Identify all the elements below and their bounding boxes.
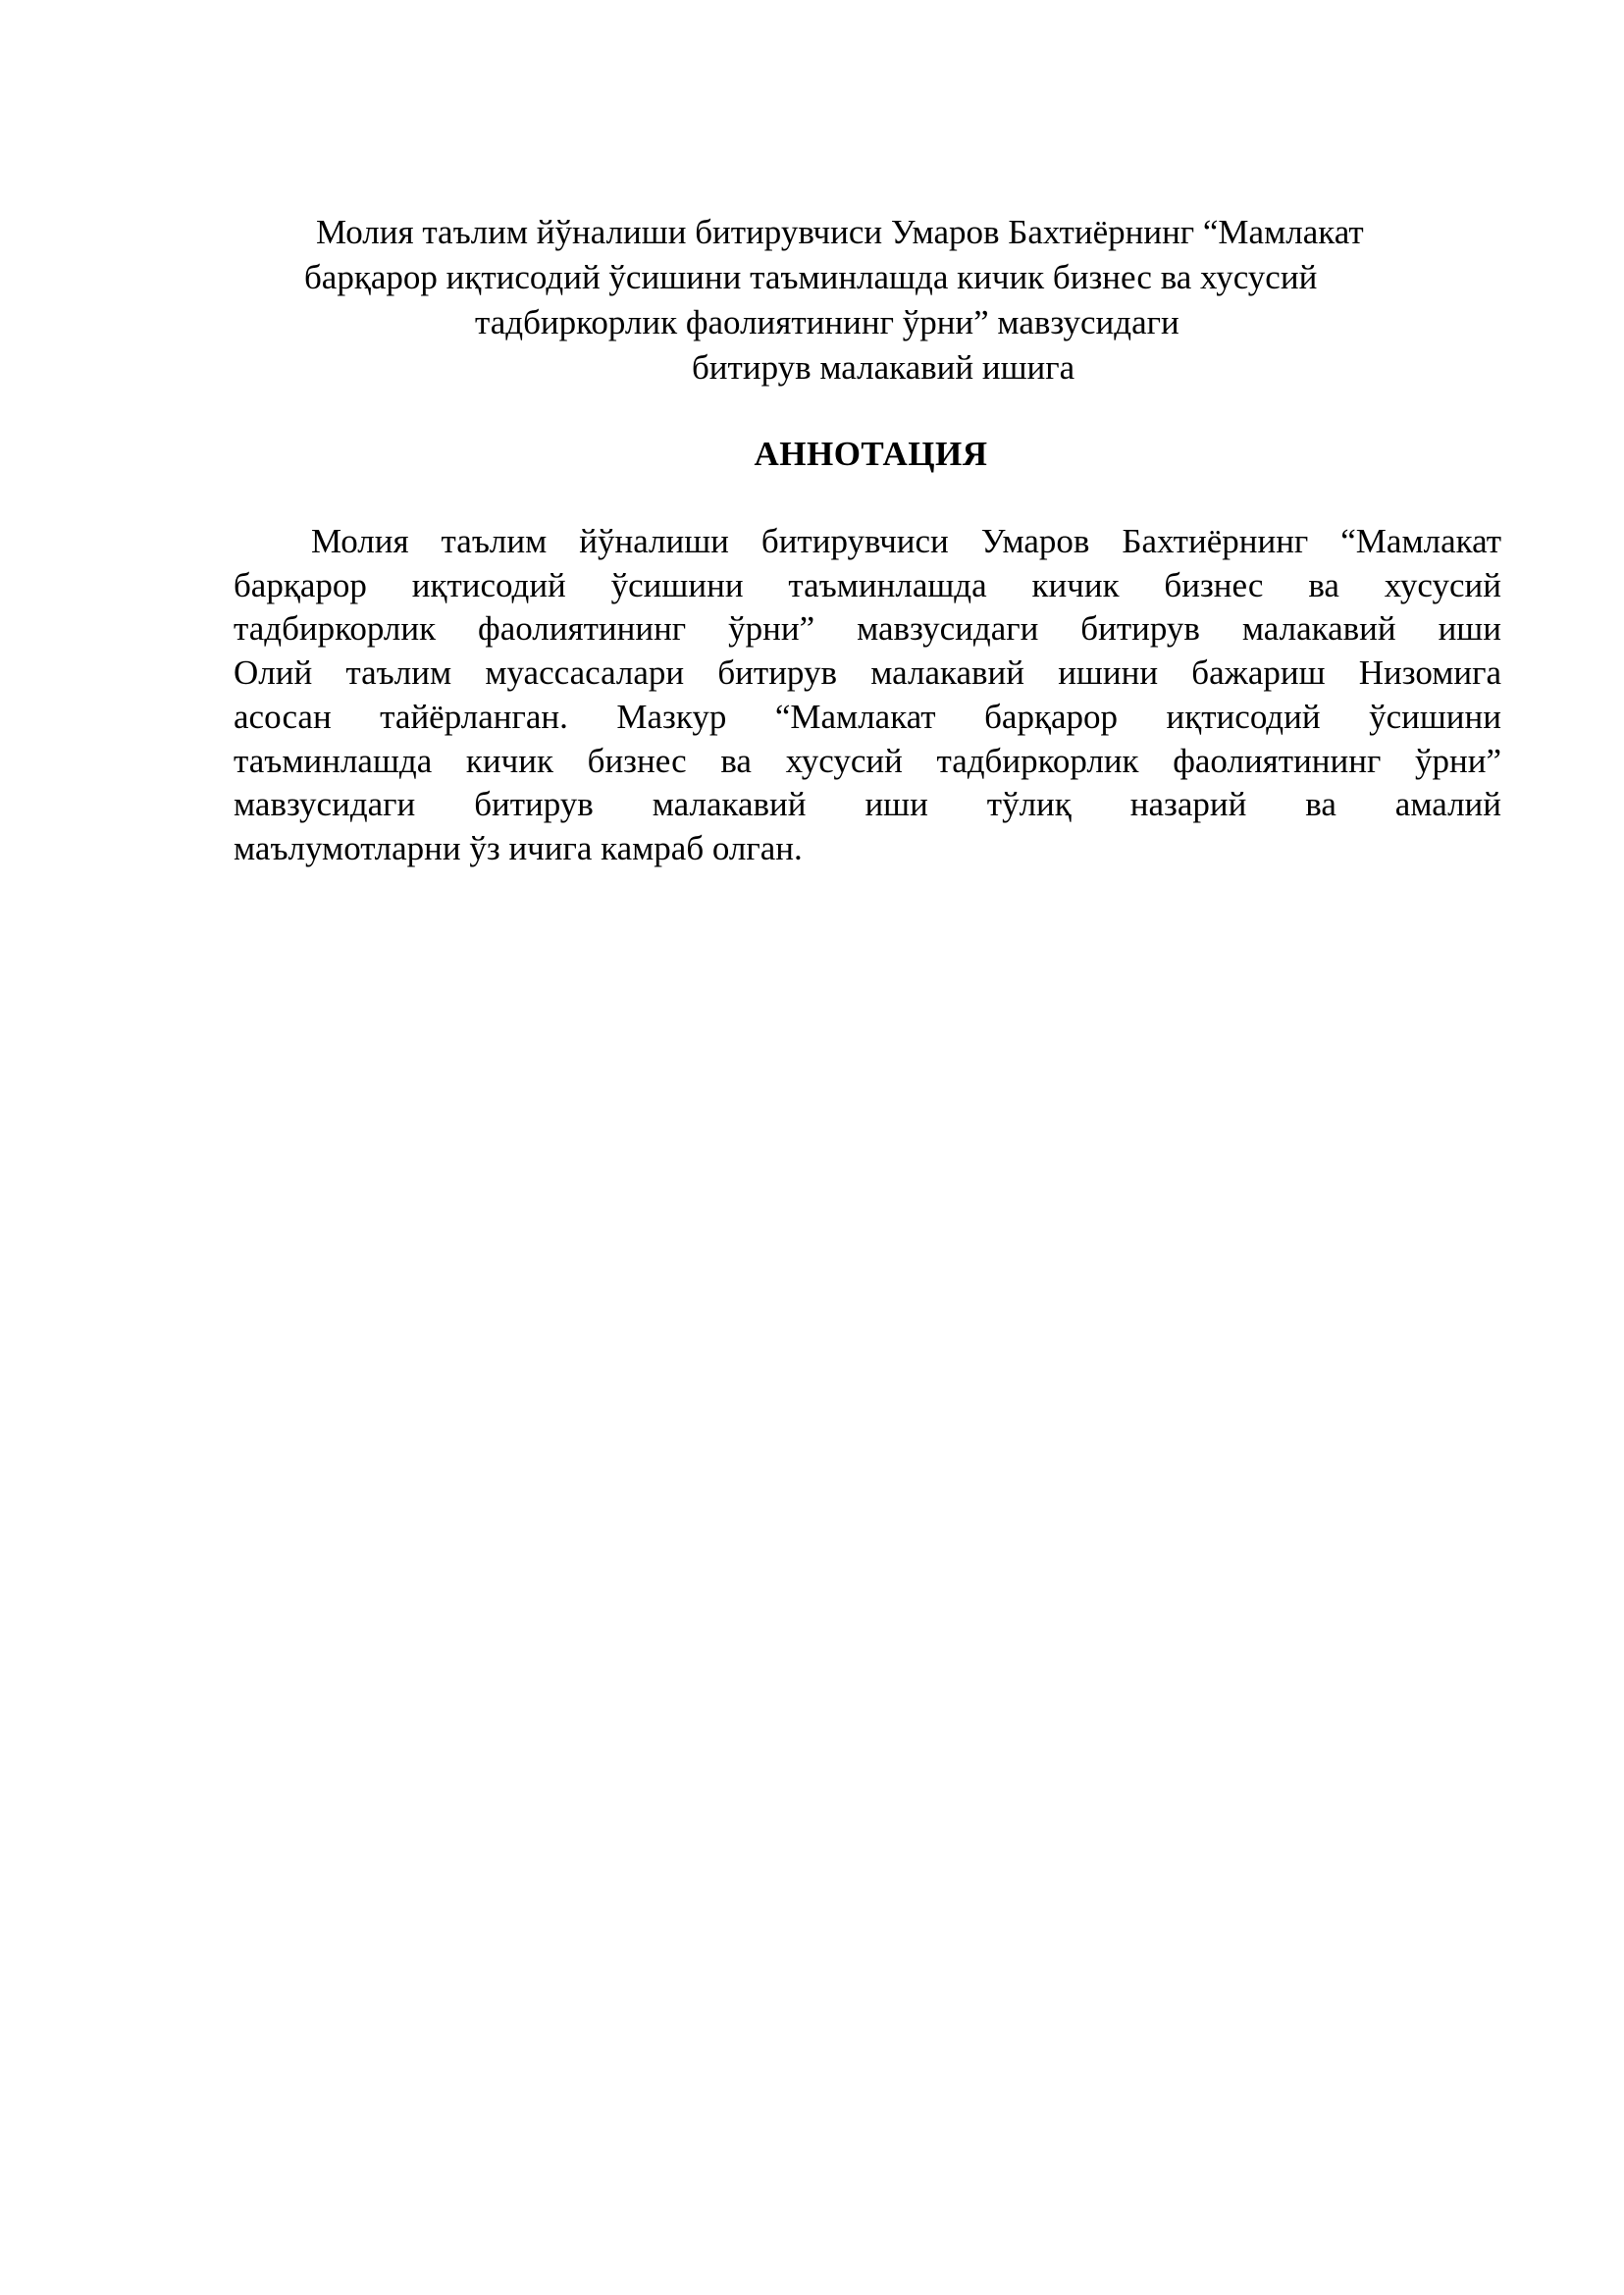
header-line: Молия таълим йўналиши битирувчиси Умаров Бахтиёрнинг “Мамлакат <box>316 213 1364 251</box>
annotation-body <box>234 520 1501 871</box>
body-line: таъминлашда кичик бизнес ва хусусий тадбиркорлик фаолиятининг ўрни” <box>234 741 1501 780</box>
body-line: Олий таълим муассасалари битирув малакавий ишини бажариш Низомига <box>234 653 1501 693</box>
body-line: барқарор иқтисодий ўсишини таъминлашда кичик бизнес ва хусусий <box>234 565 1501 604</box>
body-line: мавзусидаги битирув малакавий иши тўлиқ назарий ва амалий <box>234 785 1501 824</box>
header-line: барқарор иқтисодий ўсишини таъминлашда кичик бизнес ва хусусий <box>304 258 1318 296</box>
body-line: маълумотларни ўз ичига камраб олган. <box>234 828 803 867</box>
body-line: асосан тайёрланган. Мазкур “Мамлакат барқарор иқтисодий ўсишини <box>234 697 1501 736</box>
header-block <box>294 210 1501 391</box>
document-title: АННОТАЦИЯ <box>754 435 988 473</box>
header-line: битирув малакавий ишига <box>692 348 1075 387</box>
body-line: тадбиркорлик фаолиятининг ўрни” мавзусидаги битирув малакавий иши <box>234 609 1501 649</box>
header-line: тадбиркорлик фаолиятининг ўрни” мавзусидаги <box>475 303 1179 341</box>
body-line: Молия таълим йўналиши битирувчиси Умаров Бахтиёрнинг “Мамлакат <box>311 522 1501 560</box>
